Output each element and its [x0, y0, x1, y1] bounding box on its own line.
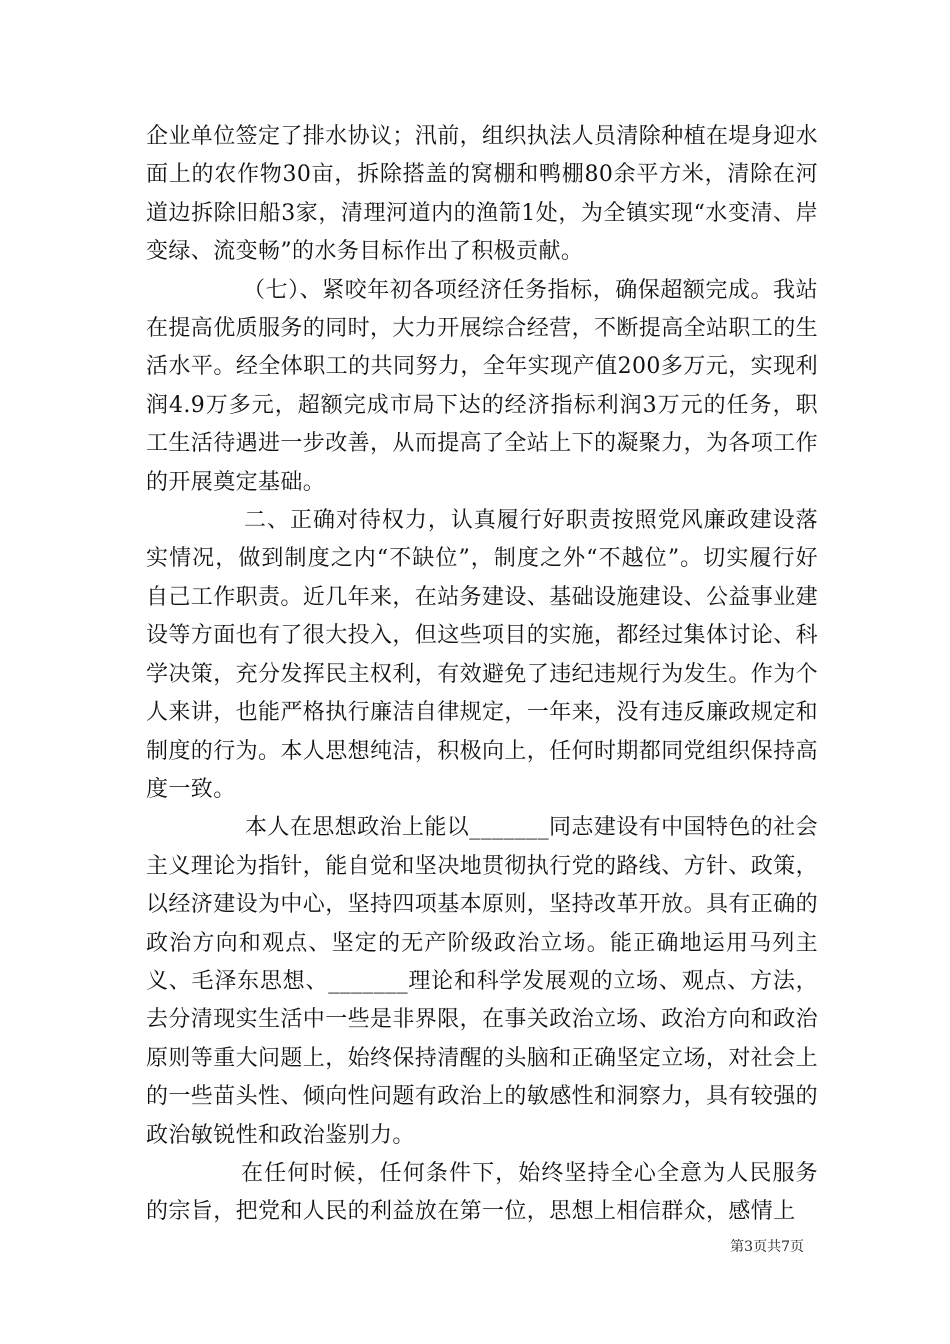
paragraph-power-and-duty: 二、正确对待权力，认真履行好职责按照党风廉政建设落实情况，做到制度之内“不缺位”，制度之外“不越位”。切实履行好自己工作职责。近几年来，在站务建设、基础设施建设、公益事业建设等方面也有了很大投入，但这些项目的实施，都经过集体讨论、科学决策，充分发挥民主权利，有效避免了违纪违规行为发生。作为个人来讲，也能严格执行廉洁自律规定，一年来，没有违反廉政规定和制度的行为。本人思想纯洁，积极向上，任何时期都同党组织保持高度一致。: [146, 508, 819, 802]
paragraph-serve-the-people: 在任何时候，任何条件下，始终坚持全心全意为人民服务的宗旨，把党和人民的利益放在第一位，思想上相信群众，感情上: [146, 1160, 818, 1225]
paragraph-continuation: 企业单位签定了排水协议；汛前，组织执法人员清除种植在堤身迎水面上的农作物30亩，拆除搭盖的窝棚和鸭棚80余平方米，清除在河道边拆除旧船3家，清理河道内的渔箭1处，为全镇实现“水变清、岸变绿、流变畅”的水务目标作出了积极贡献。: [146, 124, 819, 265]
paragraph-political-thought: 本人在思想政治上能以_______同志建设有中国特色的社会主义理论为指针，能自觉和坚决地贯彻执行党的路线、方针、政策，以经济建设为中心，坚持四项基本原则，坚持改革开放。具有正确的政治方向和观点、坚定的无产阶级政治立场。能正确地运用马列主义、毛泽东思想、_______理论和科学发展观的立场、观点、方法，去分清现实生活中一些是非界限，在事关政治立场、政治方向和政治原则等重大问题上，始终保持清醒的头脑和正确坚定立场，对社会上的一些苗头性、倾向性问题有政治上的敏感性和洞察力，具有较强的政治敏锐性和政治鉴别力。: [146, 815, 819, 1148]
page-number-footer: 第3页共7页: [730, 1239, 804, 1255]
document-body: [146, 118, 818, 1232]
paragraph-economic-targets: （七）、紧咬年初各项经济任务指标，确保超额完成。我站在提高优质服务的同时，大力开展综合经营，不断提高全站职工的生活水平。经全体职工的共同努力，全年实现产值200多万元，实现利润4.9万多元，超额完成市局下达的经济指标利润3万元的任务，职工生活待遇进一步改善，从而提高了全站上下的凝聚力，为各项工作的开展奠定基础。: [146, 277, 819, 495]
